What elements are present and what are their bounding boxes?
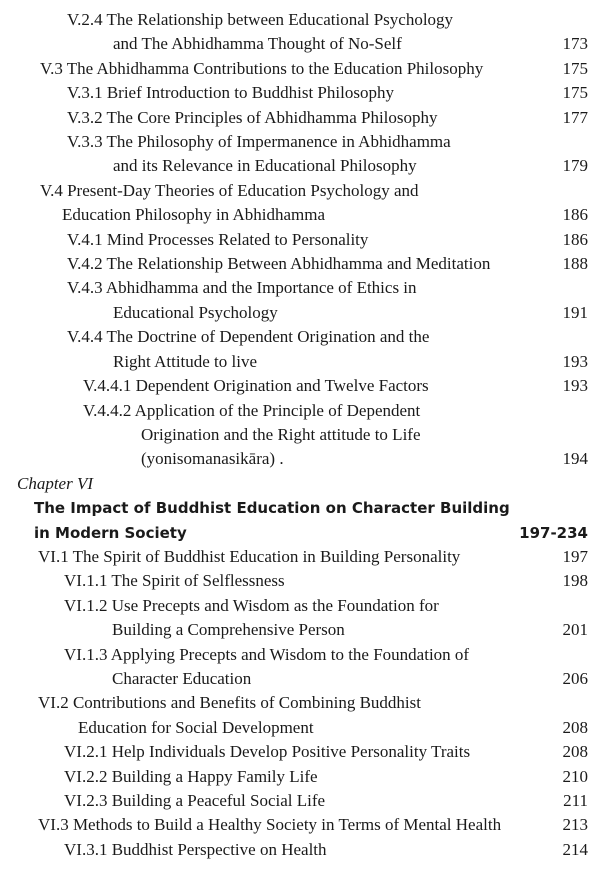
toc-entry (0, 569, 600, 593)
toc-entry (0, 276, 600, 325)
toc-entry-text: VI.2.2 Building a Happy Family Life (64, 766, 318, 786)
toc-entry-text: and The Abhidhamma Thought of No-Self (113, 34, 402, 54)
toc-entry (0, 838, 600, 862)
toc-entry-text: VI.1.1 The Spirit of Selflessness (64, 571, 285, 591)
toc-entry (0, 594, 600, 643)
toc-entry (0, 374, 600, 398)
toc-entry-text: Origination and the Right attitude to Life (141, 424, 421, 444)
toc-entry (0, 691, 600, 740)
page-number: 197 (562, 546, 588, 566)
page-number: 191 (562, 302, 588, 322)
toc-entry-text: V.3.2 The Core Principles of Abhidhamma Philosophy (67, 107, 438, 127)
page-number: 210 (562, 766, 588, 786)
toc-entry-text: V.3.1 Brief Introduction to Buddhist Philosophy (67, 83, 394, 103)
toc-entry (0, 106, 600, 130)
toc-entry-text: V.4.3 Abhidhamma and the Importance of Ethics in (67, 278, 417, 298)
toc-entry-text: V.4.4 The Doctrine of Dependent Origination and the (67, 327, 430, 347)
page-number: 173 (562, 34, 588, 54)
chapter-title (0, 496, 600, 545)
toc-entry-text: V.3.3 The Philosophy of Impermanence in Abhidhamma (67, 132, 451, 152)
toc-entry-text: VI.2 Contributions and Benefits of Combining Buddhist (38, 693, 421, 713)
toc-entry (0, 8, 600, 57)
toc-entry-text: Education for Social Development (78, 717, 314, 737)
page-number: 214 (562, 839, 588, 859)
toc-entry-text: VI.2.3 Building a Peaceful Social Life (64, 791, 326, 810)
toc-entry (0, 643, 600, 692)
page-number: 193 (562, 376, 588, 396)
page-number: 198 (562, 571, 588, 591)
toc-entry (0, 81, 600, 105)
toc-entry-text: Chapter VI (17, 473, 94, 493)
chapter-label (0, 472, 600, 496)
toc-entry-text: Educational Psychology (113, 302, 278, 322)
page-number: 175 (562, 83, 588, 103)
page-number: 188 (562, 254, 588, 274)
page-number: 208 (562, 742, 588, 762)
toc-entry-text: Character Education (112, 668, 252, 688)
page-number: 208 (562, 717, 588, 737)
toc-entry (0, 252, 600, 276)
toc-entry-text: V.4.2 The Relationship Between Abhidhamma and Meditation (67, 254, 491, 274)
page-number: 197-234 (519, 523, 588, 542)
toc-entry-text: Building a Comprehensive Person (112, 620, 345, 640)
page-number: 193 (562, 351, 588, 371)
page-number: 206 (562, 668, 588, 688)
toc-entry-text: Right Attitude to live (113, 351, 258, 371)
page-number: 213 (562, 815, 588, 835)
page-number: 175 (562, 58, 588, 78)
toc-entry (0, 765, 600, 789)
toc-entry-text: V.4 Present-Day Theories of Education Psychology and (40, 180, 419, 200)
toc-entry (0, 399, 600, 472)
toc-entry-text: The Impact of Buddhist Education on Character Building (34, 499, 510, 518)
page-number: 186 (562, 205, 588, 225)
table-of-contents (0, 8, 600, 862)
toc-entry-text: Education Philosophy in Abhidhamma (62, 205, 326, 225)
toc-entry (0, 813, 600, 837)
toc-entry-text: V.4.4.2 Application of the Principle of Dependent (83, 400, 421, 420)
toc-entry (0, 228, 600, 252)
page-number: 194 (562, 449, 588, 469)
toc-entry-text: in Modern Society (34, 523, 187, 542)
toc-entry (0, 130, 600, 179)
toc-entry-text: VI.3 Methods to Build a Healthy Society in Terms of Mental Health (38, 815, 502, 835)
page-number: 179 (562, 156, 588, 176)
toc-entry-text: and its Relevance in Educational Philosophy (113, 156, 417, 176)
toc-entry (0, 740, 600, 764)
toc-entry (0, 57, 600, 81)
toc-entry-text: V.4.4.1 Dependent Origination and Twelve Factors (83, 376, 429, 396)
toc-entry-text: VI.2.1 Help Individuals Develop Positive Personality Traits (64, 742, 471, 762)
toc-entry-text: VI.1.3 Applying Precepts and Wisdom to the Foundation of (64, 644, 470, 664)
page-number: 177 (562, 107, 588, 127)
toc-entry (0, 325, 600, 374)
toc-entry-text: V.4.1 Mind Processes Related to Personality (67, 229, 369, 249)
toc-entry-text: V.3 The Abhidhamma Contributions to the Education Philosophy (40, 58, 484, 78)
toc-entry (0, 545, 600, 569)
toc-entry-text: VI.1 The Spirit of Buddhist Education in Building Personality (38, 546, 461, 566)
toc-entry-text: V.2.4 The Relationship between Educational Psychology (67, 10, 454, 29)
page-number: 186 (562, 229, 588, 249)
toc-entry (0, 179, 600, 228)
toc-entry-text: VI.1.2 Use Precepts and Wisdom as the Foundation for (64, 595, 439, 615)
toc-entry-text: VI.3.1 Buddhist Perspective on Health (64, 839, 327, 859)
toc-entry (0, 789, 600, 813)
page-number: 201 (562, 620, 588, 640)
page-number: 211 (563, 791, 588, 810)
toc-entry-text: (yonisomanasikāra) . (141, 449, 284, 469)
